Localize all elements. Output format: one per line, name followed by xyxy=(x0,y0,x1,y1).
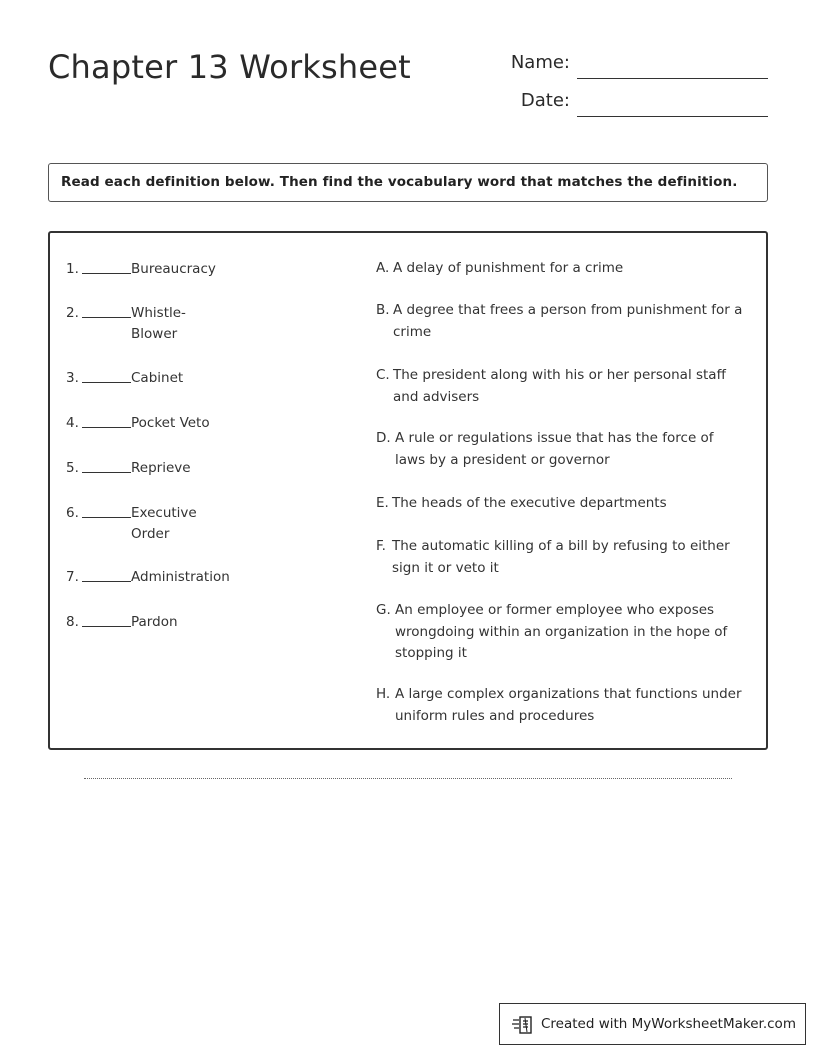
definition-letter: E. xyxy=(376,495,389,511)
answer-blank xyxy=(82,567,131,582)
term-word: Bureaucracy xyxy=(131,261,216,277)
term-number: 7. xyxy=(66,569,79,585)
definition-text: The president along with his or her personal staff and advisers xyxy=(393,367,726,405)
term-item xyxy=(66,368,326,412)
definition-item xyxy=(376,365,746,408)
definition-letter: D. xyxy=(376,430,391,446)
definition-letter: H. xyxy=(376,686,391,702)
term-number: 4. xyxy=(66,415,79,431)
date-line xyxy=(577,116,768,117)
term-number: 3. xyxy=(66,370,79,386)
date-field xyxy=(490,90,768,120)
date-label: Date: xyxy=(520,90,570,111)
definition-letter: B. xyxy=(376,302,390,318)
definition-letter: A. xyxy=(376,260,390,276)
term-word: Reprieve xyxy=(131,460,191,476)
answer-blank xyxy=(82,458,131,473)
term-number: 2. xyxy=(66,305,79,321)
term-number: 5. xyxy=(66,460,79,476)
definition-letter: G. xyxy=(376,602,391,618)
term-number: 6. xyxy=(66,505,79,521)
definition-item xyxy=(376,493,756,515)
answer-blank xyxy=(82,259,131,274)
term-item xyxy=(66,567,326,611)
term-number: 1. xyxy=(66,261,79,277)
definition-item xyxy=(376,300,756,343)
definition-text: The automatic killing of a bill by refusing to either sign it or veto it xyxy=(392,538,730,576)
term-item xyxy=(66,303,326,347)
definition-item xyxy=(376,684,752,727)
answer-blank xyxy=(82,413,131,428)
definition-letter: F. xyxy=(376,538,386,554)
answer-blank xyxy=(82,303,131,318)
definition-text: A large complex organizations that functions under uniform rules and procedures xyxy=(395,686,742,724)
term-word: Administration xyxy=(131,569,230,585)
definition-item xyxy=(376,536,740,579)
term-number: 8. xyxy=(66,614,79,630)
term-word: Whistle-Blower xyxy=(131,305,186,342)
term-item xyxy=(66,458,326,502)
term-item xyxy=(66,612,326,656)
definition-text: A rule or regulations issue that has the force of laws by a president or governor xyxy=(395,430,714,468)
answer-blank xyxy=(82,368,131,383)
term-word: Executive Order xyxy=(131,505,197,542)
term-word: Cabinet xyxy=(131,370,184,386)
page-title: Chapter 13 Worksheet xyxy=(48,48,411,86)
footer-badge[interactable] xyxy=(499,1003,806,1045)
definition-item xyxy=(376,600,746,665)
term-item xyxy=(66,503,326,547)
answer-blank xyxy=(82,612,131,627)
term-word: Pardon xyxy=(131,614,178,630)
name-label: Name: xyxy=(510,52,570,73)
definition-text: An employee or former employee who exposes wrongdoing within an organization in the hope of stopping it xyxy=(395,602,728,661)
term-word: Pocket Veto xyxy=(131,415,210,431)
definition-text: A delay of punishment for a crime xyxy=(393,260,624,276)
term-item xyxy=(66,259,326,303)
answer-blank xyxy=(82,503,131,518)
footer-text: Created with MyWorksheetMaker.com xyxy=(541,1016,796,1032)
worksheet-maker-logo-icon xyxy=(512,1015,534,1035)
definition-item xyxy=(376,258,756,280)
term-item xyxy=(66,413,326,457)
dotted-divider xyxy=(84,778,732,779)
instructions-text: Read each definition below. Then find the vocabulary word that matches the definition. xyxy=(61,174,738,190)
name-line xyxy=(577,78,768,79)
definition-text: The heads of the executive departments xyxy=(392,495,667,511)
definition-text: A degree that frees a person from punishment for a crime xyxy=(393,302,743,340)
name-field xyxy=(490,52,768,82)
definition-item xyxy=(376,428,740,471)
instructions-box xyxy=(48,163,768,202)
definition-letter: C. xyxy=(376,367,390,383)
